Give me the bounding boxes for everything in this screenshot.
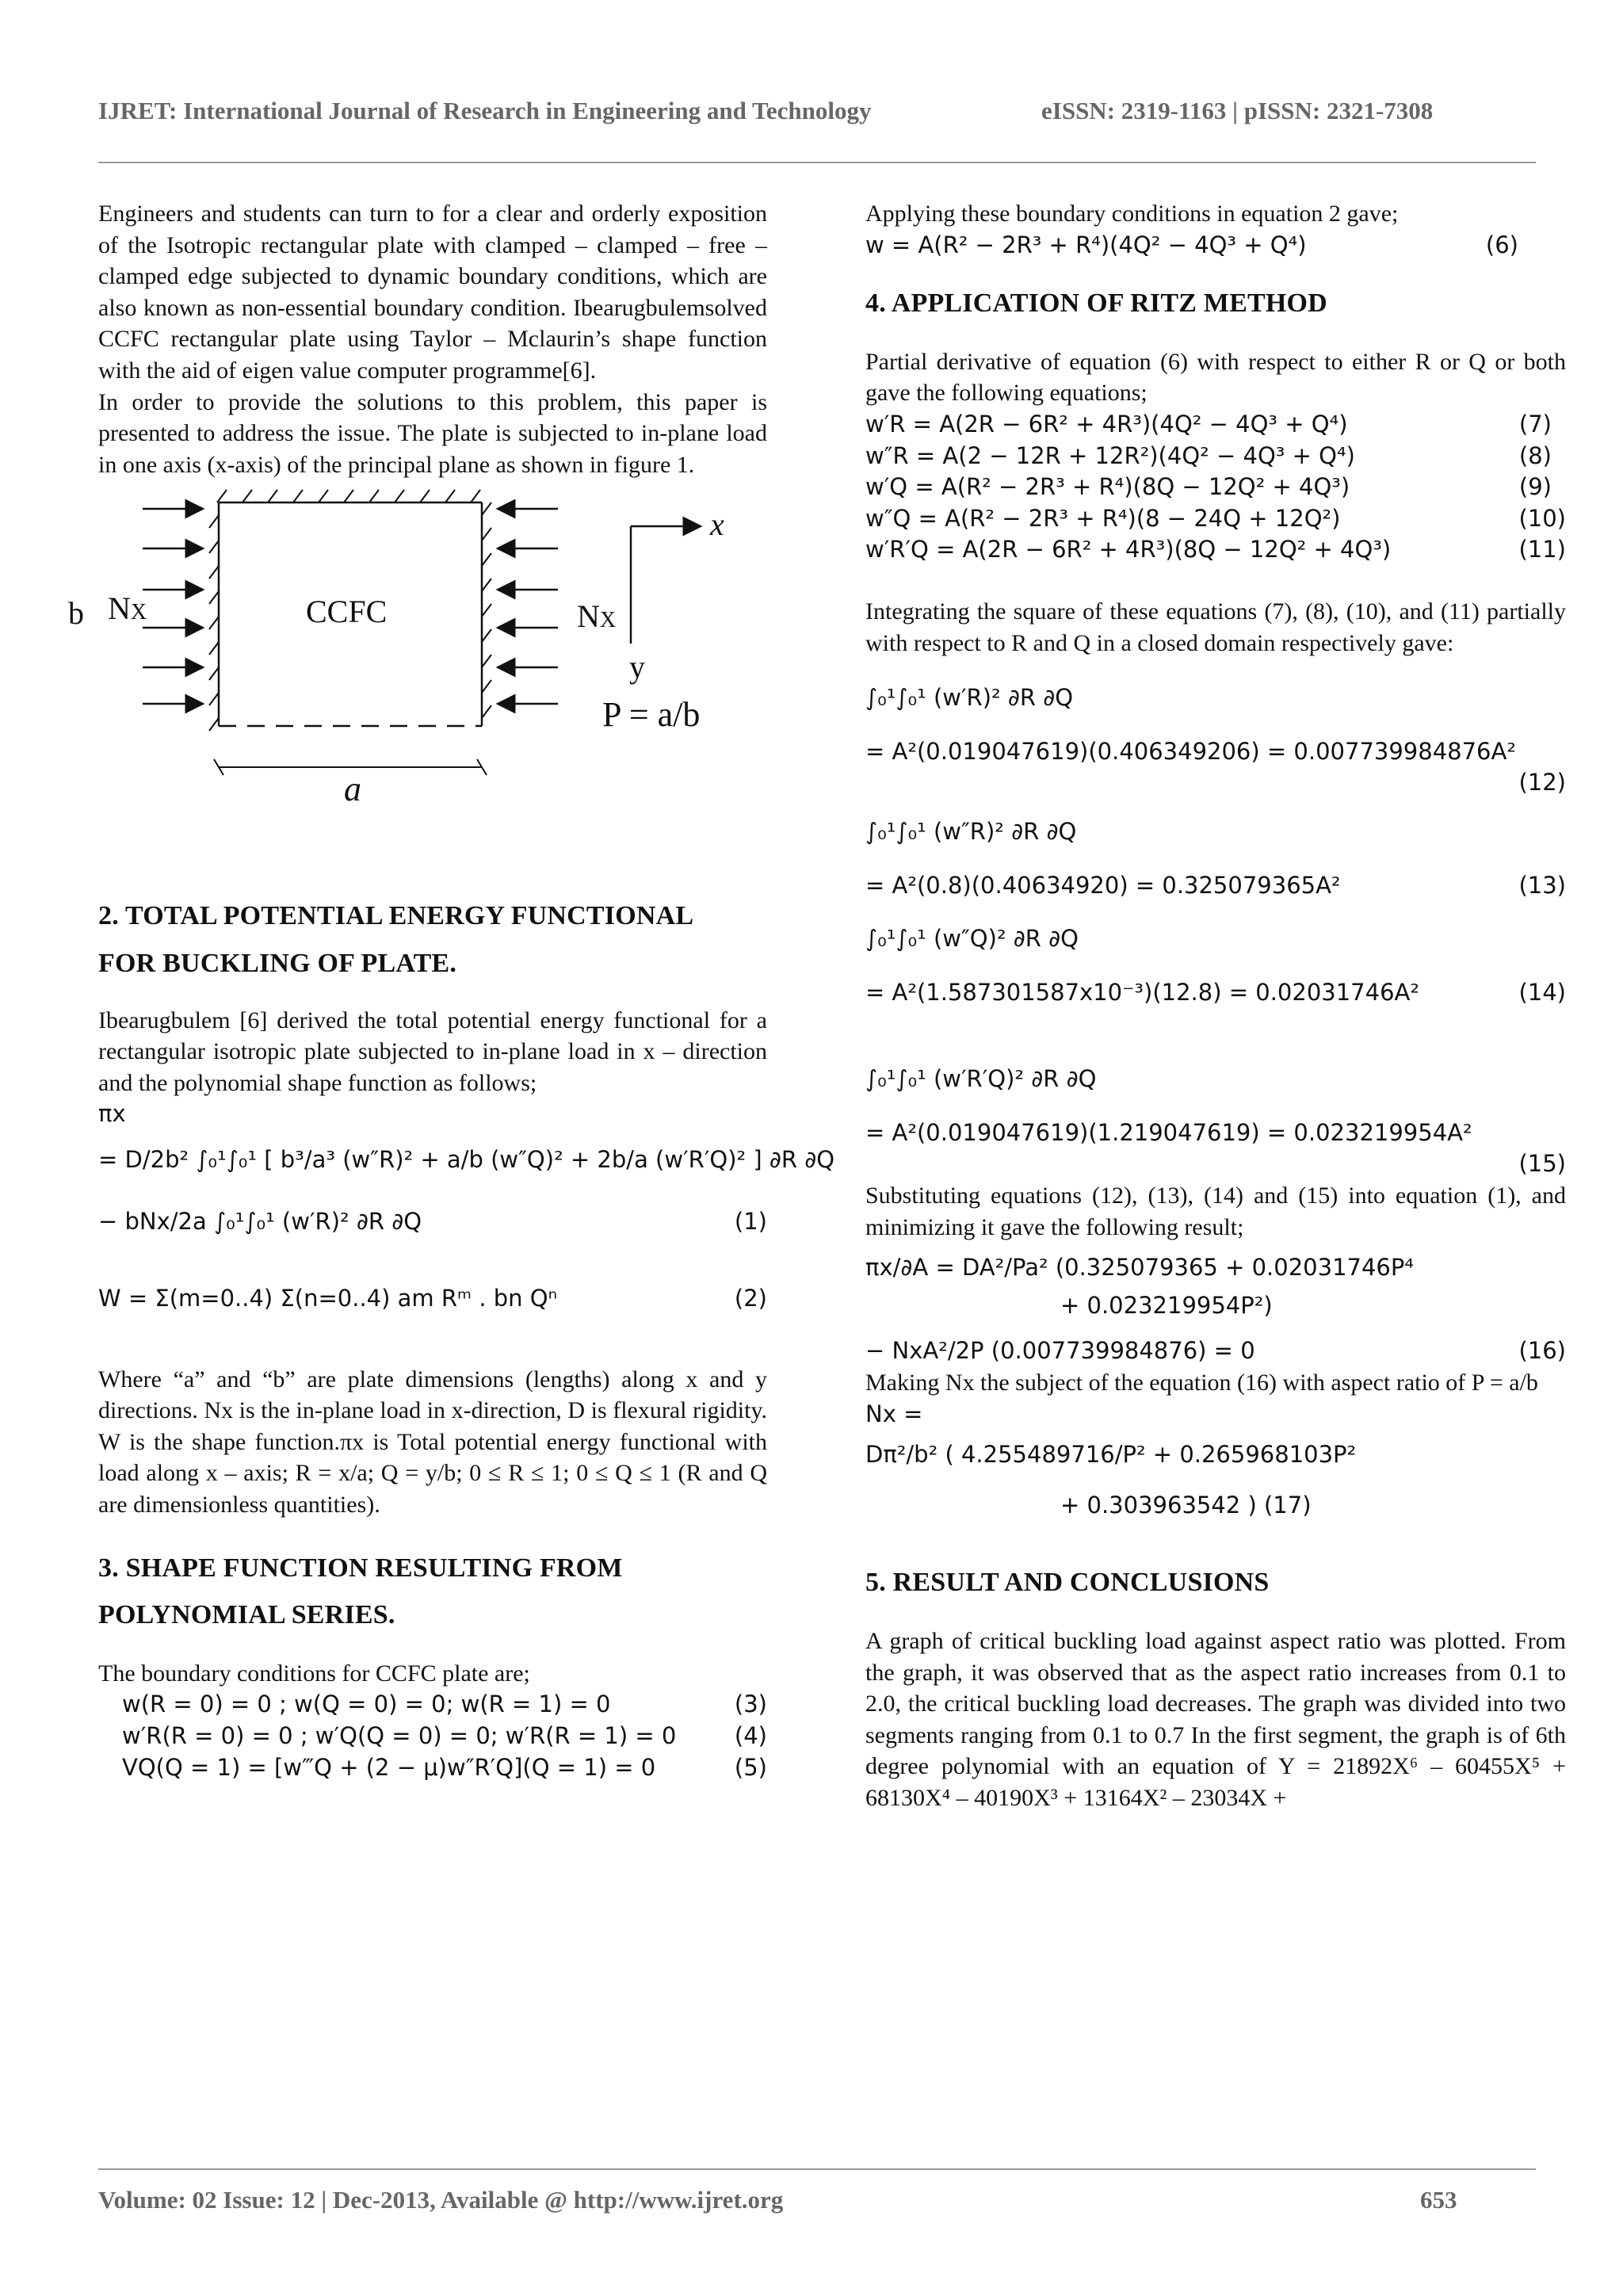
making-nx-paragraph: Making Nx the subject of the equation (16) with aspect ratio of P = a/b [865, 1370, 1538, 1396]
nx-right-letter: N [577, 598, 600, 635]
dimension-a-label: a [344, 770, 361, 809]
substitution-paragraph: Substituting equations (12), (13), (14) and (15) into equation (1), and minimizing it gave the following result; [865, 1182, 1566, 1240]
equation-6-body: w = A(R² − 2R³ + R⁴)(4Q² − 4Q³ + Q⁴) [865, 231, 1307, 258]
y-axis-label: y [629, 649, 645, 686]
nx-left-subscript: X [130, 600, 147, 625]
journal-name: IJRET: International Journal of Research in Engineering and Technology [98, 97, 872, 124]
equation-2 [98, 1283, 767, 1315]
equation-16-line-1: πx/∂A = DA²/Pa² (0.325079365 + 0.02031746P⁴ [865, 1254, 1414, 1282]
equation-16-line-3 [865, 1335, 1566, 1367]
equation-3-number: (3) [734, 1690, 767, 1718]
result-paragraph: A graph of critical buckling load against aspect ratio was plotted. From the graph, it was observed that as the aspect ratio increases from 0.1 to 2.0, the critical buckling load decreases. The graph was divided into two segments ranging from 0.1 to 0.7 In the first segment, the graph is of 6th degree polynomial with an equation of Y = 21892X⁶ – 60455X⁵ + 68130X⁴ – 40190X³ + 13164X² – 23034X + [865, 1628, 1566, 1811]
equation-6 [865, 230, 1566, 262]
equation-7 [865, 409, 1566, 441]
nx-left-letter: N [108, 590, 131, 627]
section-3-title-text: 3. SHAPE FUNCTION RESULTING FROM [98, 1553, 623, 1583]
equation-7-body: w′R = A(2R − 6R² + 4R³)(4Q² − 4Q³ + Q⁴) [865, 410, 1348, 437]
nx-right-label [577, 598, 617, 636]
intro-paragraph-2: In order to provide the solutions to this problem, this paper is presented to address the issue. The plate is subjected to in-plane load in one axis (x-axis) of the principal plane as shown in figure 1. [98, 388, 767, 478]
equation-17-line-1: Dπ²/b² ( 4.255489716/P² + 0.265968103P² [865, 1441, 1357, 1469]
equation-9-body: w′Q = A(R² − 2R³ + R⁴)(8Q − 12Q² + 4Q³) [865, 473, 1350, 501]
equation-5 [98, 1752, 767, 1784]
equation-2-body: W = Σ(m=0..4) Σ(n=0..4) am Rᵐ . bn Qⁿ [98, 1285, 558, 1312]
equation-6-number: (6) [1485, 231, 1518, 258]
result-12: = A²(0.019047619)(0.406349206) = 0.007739984876A² [865, 737, 1516, 765]
equation-1-part-2: − bNx/2a ∫₀¹∫₀¹ (w′R)² ∂R ∂Q [98, 1207, 422, 1235]
aspect-ratio-label: P = a/b [602, 695, 701, 735]
nx-right-subscript: X [599, 608, 617, 633]
equation-9-number: (9) [1518, 473, 1552, 501]
equation-8 [865, 441, 1566, 472]
equation-11 [865, 534, 1566, 566]
running-footer [98, 2186, 1525, 2214]
equation-16-number: (16) [1518, 1337, 1566, 1365]
plate-diagram [98, 488, 767, 829]
equation-16-line-2: + 0.023219954P²) [1060, 1291, 1273, 1319]
pi-x-symbol: πx [98, 1100, 126, 1128]
equation-4-number: (4) [734, 1722, 767, 1750]
equation-11-number: (11) [1518, 536, 1566, 563]
right-column [865, 198, 1566, 1814]
running-header [98, 97, 1525, 125]
issn-info: eISSN: 2319-1163 | pISSN: 2321-7308 [1041, 97, 1434, 124]
left-column [68, 198, 835, 1783]
result-14 [865, 977, 1566, 1009]
equation-1-part-1: = D/2b² ∫₀¹∫₀¹ [ b³/a³ (w″R)² + a/b (w″Q)² + 2b/a (w′R′Q)² ] ∂R ∂Q [98, 1145, 835, 1173]
equation-2-number: (2) [734, 1285, 767, 1312]
integral-14: ∫₀¹∫₀¹ (w″Q)² ∂R ∂Q [865, 925, 1079, 953]
section-3-title-line-2: POLYNOMIAL SERIES. [98, 1600, 395, 1630]
equation-16-part-3: − NxA²/2P (0.007739984876) = 0 [865, 1337, 1255, 1365]
equation-5-body: VQ(Q = 1) = [w‴Q + (2 − μ)w″R′Q](Q = 1) = 0 [122, 1753, 656, 1781]
apply-paragraph: Applying these boundary conditions in equation 2 gave; [865, 201, 1399, 227]
integral-15: ∫₀¹∫₀¹ (w′R′Q)² ∂R ∂Q [865, 1065, 1097, 1093]
section-5-title: 5. RESULT AND CONCLUSIONS [865, 1568, 1270, 1598]
spacer [98, 829, 767, 900]
figure-1-ccfc-plate [68, 488, 767, 829]
equation-4 [98, 1721, 767, 1752]
equation-13-number: (13) [1518, 871, 1566, 899]
equation-7-number: (7) [1518, 410, 1552, 437]
equation-14-number: (14) [1518, 978, 1566, 1006]
ccfc-label: CCFC [306, 594, 388, 630]
header-rule [98, 162, 1536, 163]
equation-10-body: w″Q = A(R² − 2R³ + R⁴)(8 − 24Q + 12Q²) [865, 504, 1341, 532]
equation-1-number: (1) [734, 1207, 767, 1235]
section-3-title [98, 1553, 767, 1584]
bc-intro: The boundary conditions for CCFC plate are; [98, 1660, 530, 1687]
equation-1-line-1 [98, 1144, 835, 1176]
equation-3 [98, 1689, 767, 1721]
equation-5-number: (5) [734, 1753, 767, 1781]
integral-12: ∫₀¹∫₀¹ (w′R)² ∂R ∂Q [865, 684, 1074, 712]
equation-4-body: w′R(R = 0) = 0 ; w′Q(Q = 0) = 0; w′R(R = 1) = 0 [122, 1722, 677, 1750]
equation-9 [865, 472, 1566, 503]
equation-17-lhs: Nx = [865, 1400, 923, 1427]
volume-info: Volume: 02 Issue: 12 | Dec-2013, Available @ http://www.ijret.org [98, 2186, 784, 2214]
section-4-title: 4. APPLICATION OF RITZ METHOD [865, 288, 1327, 319]
equation-17-line-2: + 0.303963542 ) (17) [1060, 1491, 1312, 1519]
integration-paragraph: Integrating the square of these equations (7), (8), (10), and (11) partially with respect to R and Q in a closed domain respectively gave: [865, 598, 1566, 656]
result-13 [865, 870, 1566, 902]
x-axis-label: x [710, 506, 724, 543]
intro-paragraph-1: Engineers and students can turn to for a clear and orderly exposition of the Isotropic rectangular plate with clamped – clamped – free – clamped edge subjected to dynamic boundary conditions, which are also known as non-essential boundary condition. Ibearugbulemsolved CCFC rectangular plate using Taylor – Mclaurin’s shape function with the aid of eigen value computer programme[6]. [98, 201, 767, 384]
result-14-body: = A²(1.587301587x10⁻³)(12.8) = 0.02031746A² [865, 978, 1420, 1006]
equation-10 [865, 503, 1566, 535]
page-number: 653 [1420, 2186, 1457, 2214]
equation-8-body: w″R = A(2 − 12R + 12R²)(4Q² − 4Q³ + Q⁴) [865, 441, 1355, 469]
section-2-paragraph: Ibearugbulem [6] derived the total potential energy functional for a rectangular isotropic plate subjected to in-plane load in x – direction and the polynomial shape function as follows; [98, 1007, 767, 1096]
equation-15-number: (15) [1518, 1150, 1566, 1178]
equation-11-body: w′R′Q = A(2R − 6R² + 4R³)(8Q − 12Q² + 4Q³) [865, 536, 1392, 563]
equation-8-number: (8) [1518, 441, 1552, 469]
partial-derivative-paragraph: Partial derivative of equation (6) with respect to either R or Q or both gave the following equations; [865, 348, 1566, 407]
footer-rule [98, 2168, 1536, 2170]
equation-12-number: (12) [1518, 769, 1566, 797]
result-13-body: = A²(0.8)(0.40634920) = 0.325079365A² [865, 871, 1341, 899]
integral-13: ∫₀¹∫₀¹ (w″R)² ∂R ∂Q [865, 817, 1077, 845]
nx-left-label [108, 590, 147, 628]
equation-3-body: w(R = 0) = 0 ; w(Q = 0) = 0; w(R = 1) = 0 [122, 1690, 611, 1718]
section-2-title-line-2: FOR BUCKLING OF PLATE. [98, 948, 457, 978]
dimension-b-label: b [68, 595, 84, 632]
equation-1-line-2 [98, 1206, 767, 1238]
where-paragraph: Where “a” and “b” are plate dimensions (lengths) along x and y directions. Nx is the in-plane load in x-direction, D is flexural rigidity. W is the shape function.πx is Total potential energy functional with load along x – axis; R = x/a; Q = y/b; 0 ≤ R ≤ 1; 0 ≤ Q ≤ 1 (R and Q are dimensionless quantities). [98, 1366, 767, 1519]
result-15: = A²(0.019047619)(1.219047619) = 0.023219954A² [865, 1118, 1472, 1146]
equation-10-number: (10) [1518, 504, 1566, 532]
section-2-title: 2. TOTAL POTENTIAL ENERGY FUNCTIONAL [98, 901, 694, 931]
